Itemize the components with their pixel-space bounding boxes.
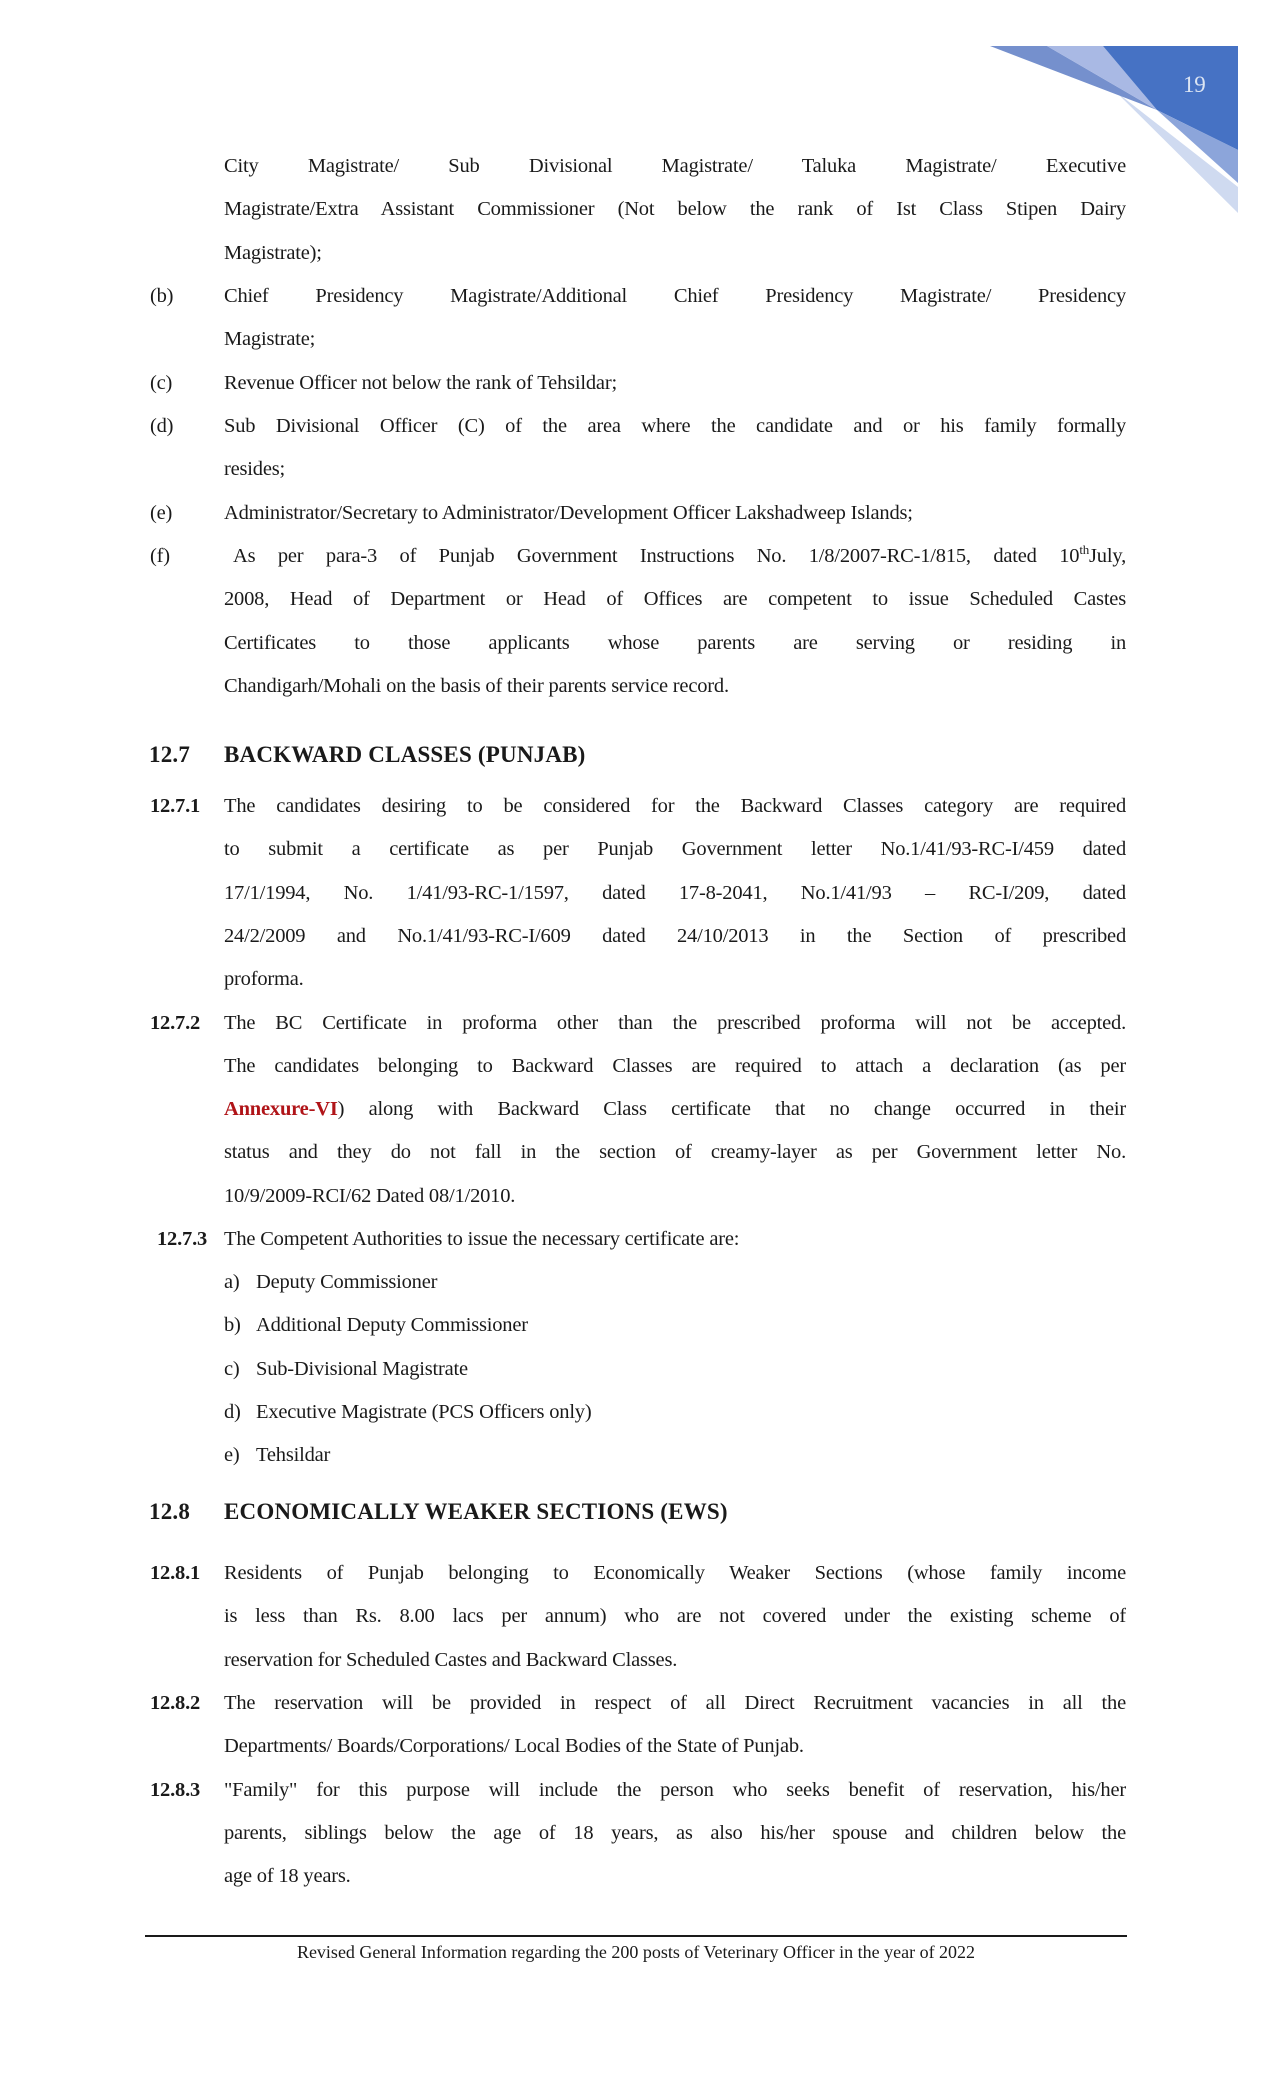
- text-segment: ) along with Backward Class certificate that no change occurred in their: [337, 1098, 1126, 1121]
- sublist-item-label: d): [224, 1400, 241, 1423]
- text-line: [224, 535, 1126, 578]
- sublist-item: [224, 1391, 1275, 1434]
- section-number: 12.8: [149, 1499, 191, 1524]
- text-line: [224, 1088, 1126, 1131]
- text-line: resides;: [224, 458, 286, 481]
- section-number: 12.7: [149, 742, 191, 767]
- text-line: Residents of Punjab belonging to Economically Weaker Sections (whose family income: [224, 1562, 1126, 1584]
- text-line: The BC Certificate in proforma other than the prescribed proforma will not be accepted.: [224, 1011, 1126, 1034]
- text-line: status and they do not fall in the section of creamy-layer as per Government letter No.: [224, 1141, 1126, 1164]
- paragraph-number: 12.8.2: [150, 1692, 201, 1714]
- paragraph-12-8-2: [0, 1682, 1275, 1769]
- text-line: "Family" for this purpose will include the person who seeks benefit of reservation, his/her: [224, 1778, 1126, 1801]
- list-item-label: (f): [150, 545, 170, 567]
- paragraph-number: 12.8.3: [150, 1778, 201, 1801]
- text-line: Departments/ Boards/Corporations/ Local Bodies of the State of Punjab.: [224, 1735, 804, 1758]
- sublist-item-label: a): [224, 1271, 240, 1293]
- footer-divider: [145, 1935, 1127, 1937]
- list-item-e: [0, 492, 1275, 535]
- paragraph-number: 12.7.1: [150, 795, 201, 817]
- text-line: 10/9/2009-RCI/62 Dated 08/1/2010.: [224, 1184, 516, 1207]
- paragraph-number: 12.7.3: [157, 1228, 208, 1250]
- list-item-label: (b): [150, 285, 174, 307]
- annexure-vi-reference: Annexure-VI: [224, 1098, 338, 1121]
- text-line: age of 18 years.: [224, 1865, 351, 1888]
- section-title: BACKWARD CLASSES (PUNJAB): [224, 742, 586, 767]
- paragraph-12-8-1: [0, 1552, 1275, 1682]
- text-line: The candidates desiring to be considered for the Backward Classes category are required: [224, 795, 1126, 817]
- text-line: is less than Rs. 8.00 lacs per annum) who are not covered under the existing scheme of: [224, 1605, 1126, 1628]
- sublist-item-text: Additional Deputy Commissioner: [256, 1314, 528, 1337]
- superscript-th: th: [1079, 542, 1090, 558]
- sublist-item-label: c): [224, 1357, 240, 1380]
- text-segment: As per para-3 of Punjab Government Instructions No. 1/8/2007-RC-1/815, dated 10: [233, 545, 1080, 567]
- text-line: Administrator/Secretary to Administrator/Development Officer Lakshadweep Islands;: [224, 502, 913, 524]
- text-line: 17/1/1994, No. 1/41/93-RC-1/1597, dated 17-8-2041, No.1/41/93 – RC-I/209, dated: [224, 881, 1126, 904]
- authority-sublist: [0, 1261, 1275, 1478]
- text-line: Chief Presidency Magistrate/Additional Chief Presidency Magistrate/ Presidency: [224, 285, 1126, 307]
- sublist-item-text: Deputy Commissioner: [256, 1271, 438, 1293]
- paragraph-12-7-2: [0, 1002, 1275, 1219]
- text-line: The Competent Authorities to issue the necessary certificate are:: [224, 1228, 740, 1250]
- sublist-item: [224, 1261, 1275, 1304]
- paragraph-number: 12.8.1: [150, 1562, 201, 1584]
- paragraph-12-7-1: [0, 785, 1275, 1002]
- list-item-label: (e): [150, 502, 173, 524]
- sublist-item-text: Sub-Divisional Magistrate: [256, 1357, 468, 1380]
- list-item-b: [0, 275, 1275, 362]
- text-line: 2008, Head of Department or Head of Offices are competent to issue Scheduled Castes: [224, 588, 1126, 611]
- text-line: Magistrate/Extra Assistant Commissioner (Not below the rank of Ist Class Stipen Dairy: [224, 198, 1126, 221]
- sublist-item: [224, 1434, 1275, 1477]
- text-line: Magistrate;: [224, 328, 316, 351]
- text-line: Revenue Officer not below the rank of Tehsildar;: [224, 372, 617, 394]
- list-item-label: (d): [150, 415, 174, 437]
- sublist-item-label: b): [224, 1314, 241, 1337]
- sublist-item-text: Tehsildar: [256, 1444, 331, 1467]
- list-item-a-continuation: [0, 145, 1275, 275]
- text-line: City Magistrate/ Sub Divisional Magistrate/ Taluka Magistrate/ Executive: [224, 155, 1126, 177]
- list-item-f: [0, 535, 1275, 708]
- text-line: The candidates belonging to Backward Classes are required to attach a declaration (as per: [224, 1054, 1126, 1077]
- list-item-label: (c): [150, 372, 173, 394]
- footer-text: Revised General Information regarding the 200 posts of Veterinary Officer in the year of 2022: [296, 1942, 976, 1962]
- text-line: Sub Divisional Officer (C) of the area where the candidate and or his family formally: [224, 415, 1126, 437]
- text-line: proforma.: [224, 968, 304, 991]
- page-number: 19: [1183, 72, 1206, 97]
- sublist-item: [224, 1304, 1275, 1347]
- paragraph-12-7-3: [0, 1218, 1275, 1261]
- text-line: Certificates to those applicants whose parents are serving or residing in: [224, 631, 1126, 654]
- paragraph-12-8-3: [0, 1769, 1275, 1899]
- text-line: to submit a certificate as per Punjab Government letter No.1/41/93-RC-I/459 dated: [224, 838, 1126, 861]
- text-line: 24/2/2009 and No.1/41/93-RC-I/609 dated 24/10/2013 in the Section of prescribed: [224, 924, 1126, 947]
- text-line: The reservation will be provided in respect of all Direct Recruitment vacancies in all the: [224, 1692, 1126, 1714]
- list-item-d: [0, 405, 1275, 492]
- text-segment: July,: [1089, 545, 1126, 567]
- section-title: ECONOMICALLY WEAKER SECTIONS (EWS): [224, 1499, 728, 1524]
- text-line: parents, siblings below the age of 18 years, as also his/her spouse and children below the: [224, 1821, 1126, 1844]
- list-item-c: [0, 362, 1275, 405]
- paragraph-number: 12.7.2: [150, 1011, 201, 1034]
- text-line: Magistrate);: [224, 241, 322, 264]
- section-heading-12-7: [0, 738, 1275, 772]
- text-line: reservation for Scheduled Castes and Backward Classes.: [224, 1648, 678, 1671]
- sublist-item: [224, 1348, 1275, 1391]
- sublist-item-label: e): [224, 1444, 240, 1467]
- text-line: Chandigarh/Mohali on the basis of their parents service record.: [224, 674, 729, 697]
- section-heading-12-8: [0, 1495, 1275, 1529]
- sublist-item-text: Executive Magistrate (PCS Officers only): [256, 1400, 592, 1423]
